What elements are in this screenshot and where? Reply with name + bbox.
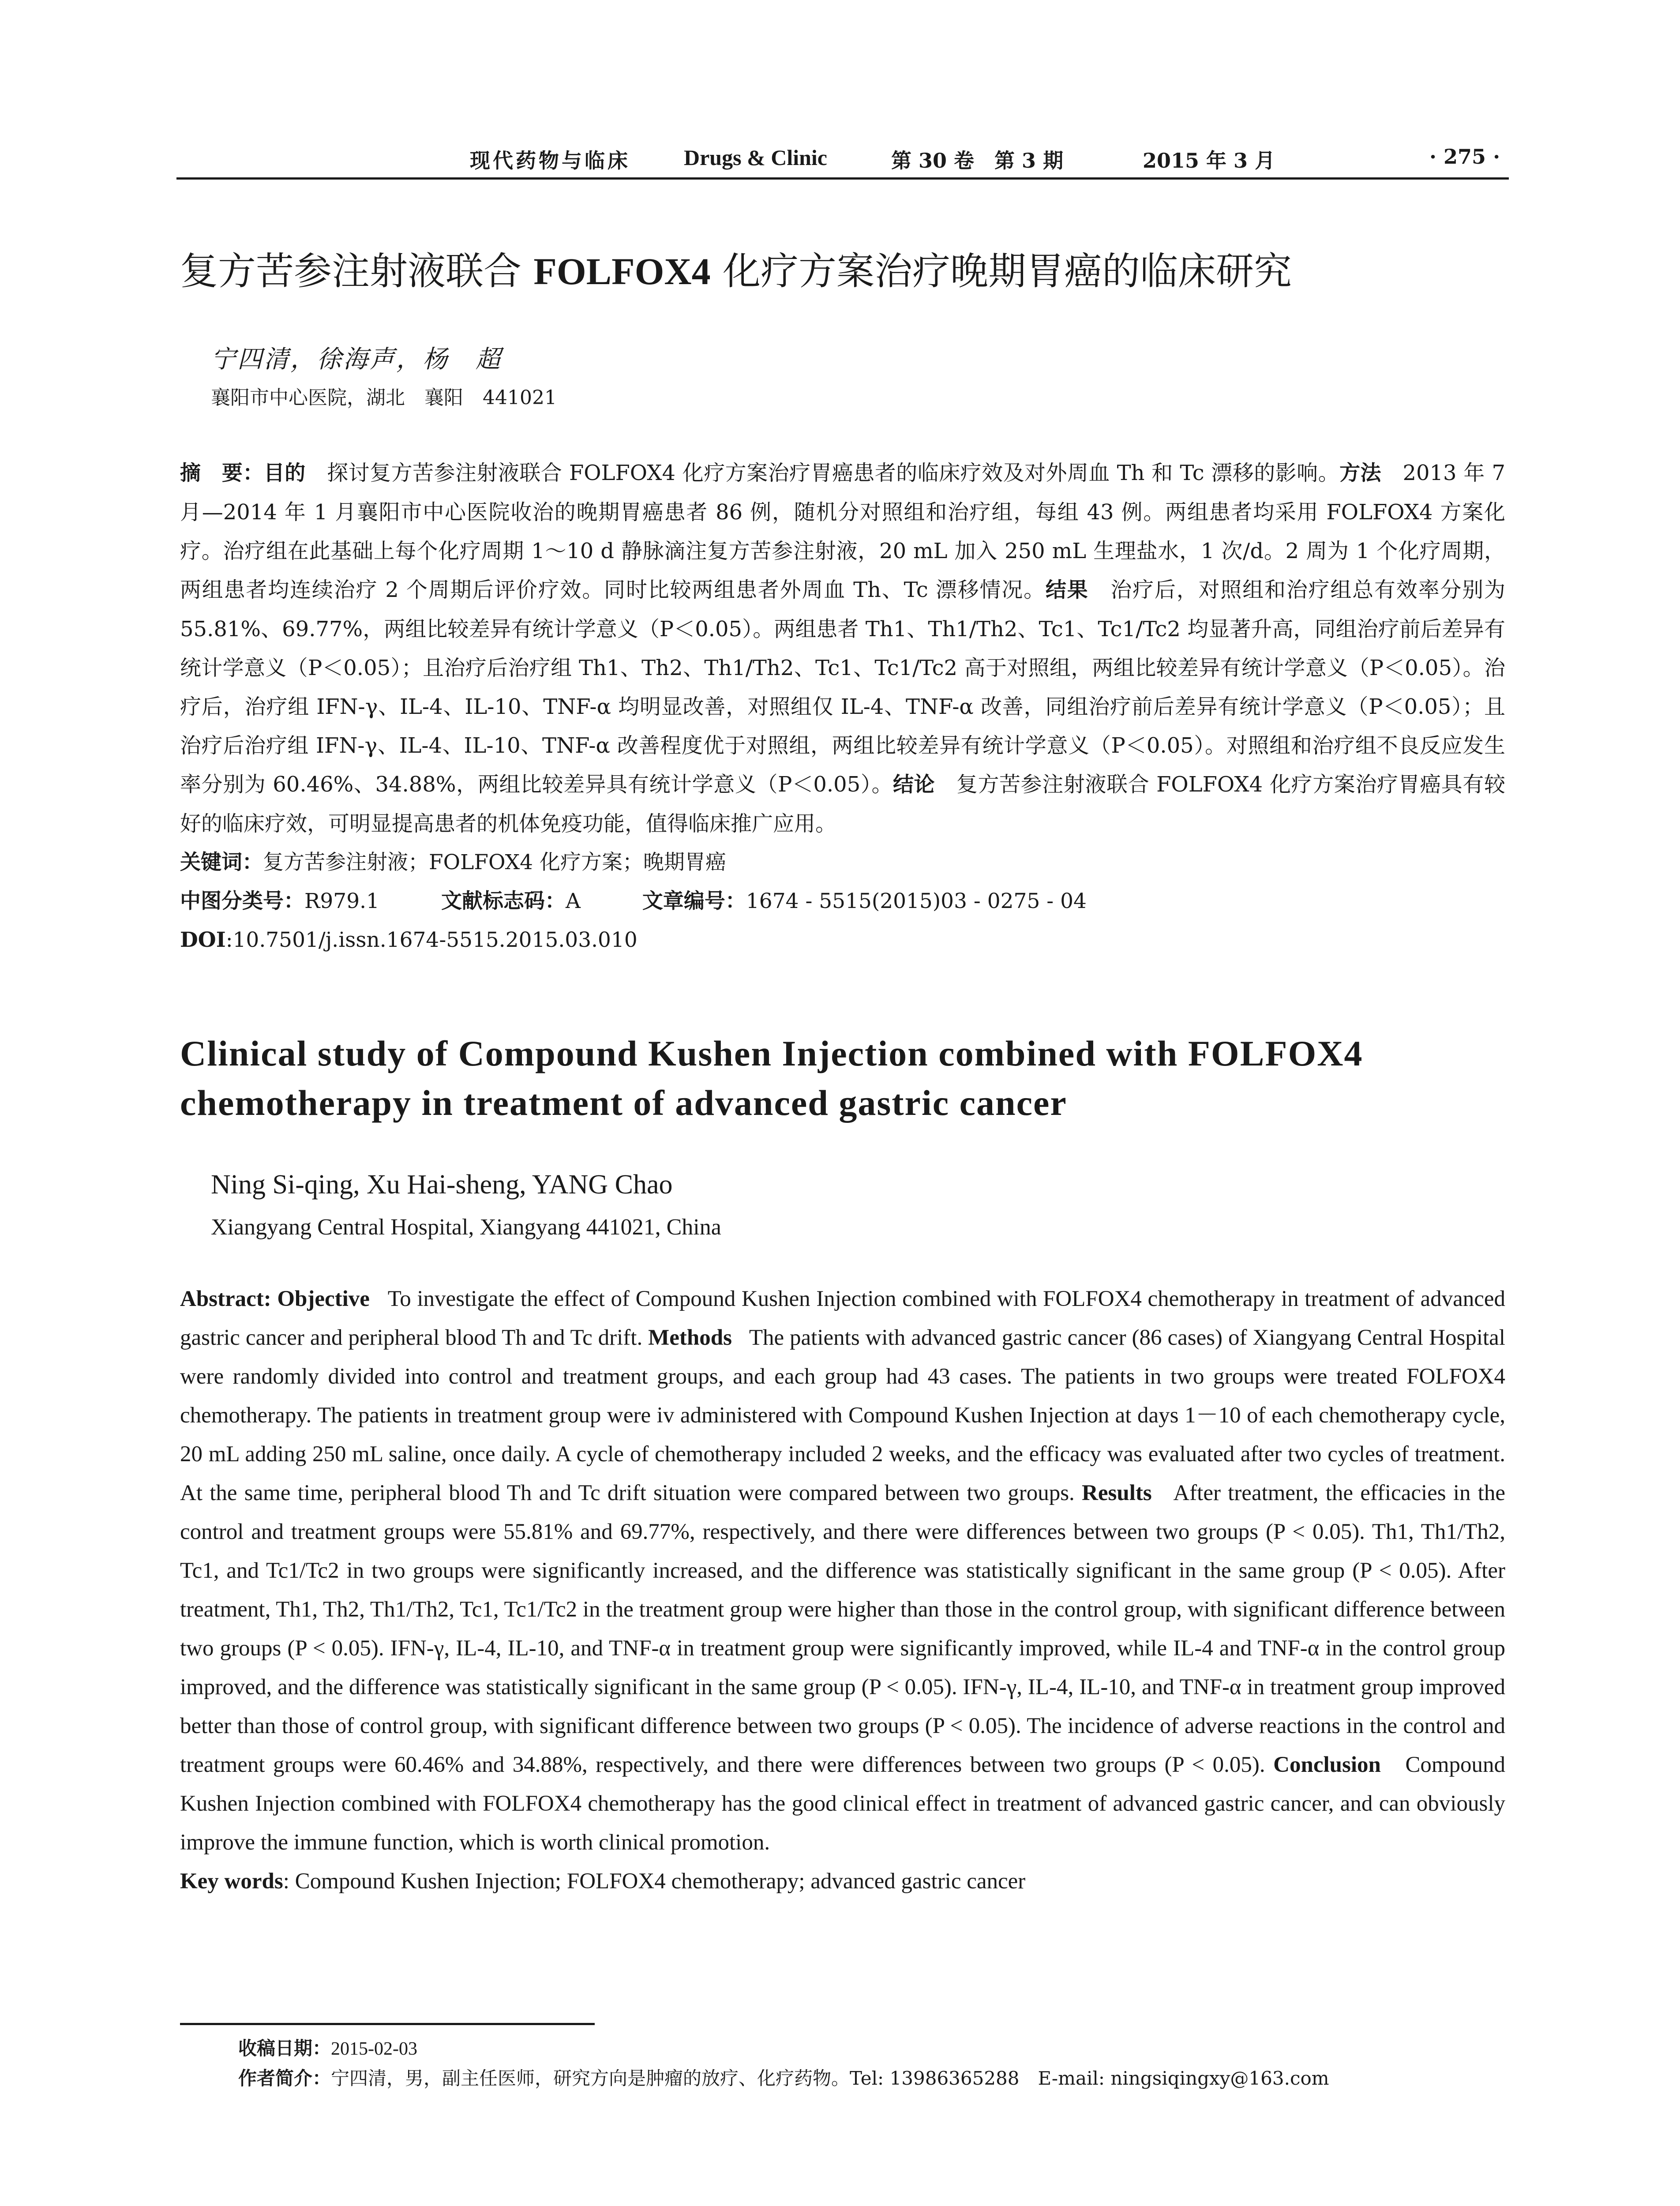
- classification-line: 中图分类号：R979.1 文献标志码：A 文章编号：1674 - 5515(2015)03 - 0275 - 04: [180, 889, 1087, 913]
- footnote-author-bio: 作者简介：宁四清，男，副主任医师，研究方向是肿瘤的放疗、化疗药物。Tel: 13986365288 E-mail: ningsiqingxy@163.com: [238, 2067, 1329, 2089]
- abstract-cn-body: 摘 要：目的 探讨复方苦参注射液联合 FOLFOX4 化疗方案治疗胃癌患者的临床疗效及对外周血 Th 和 Tc 漂移的影响。方法 2013 年 7 月—2014 年 1 月襄阳市中心医院收治的晚期胃癌患者 86 例，随机分对照组和治疗组，每组 43 例。两组患者均采用 FOLFOX4 方案化疗。治疗组在此基础上每个化疗周期 1～10 d 静脉滴注复方苦参注射液，20 mL 加入 250 mL 生理盐水，1 次/d。2 周为 1 个化疗周期，两组患者均连续治疗 2 个周期后评价疗效。同时比较两组患者外周血 Th、Tc 漂移情况。结果 治疗后，对照组和治疗组总有效率分别为 55.81%、69.77%，两组比较差异有统计学意义（P＜0.05）。两组患者 Th1、Th1/Th2、Tc1、Tc1/Tc2 均显著升高，同组治疗前后差异有统计学意义（P＜0.05）；且治疗后治疗组 Th1、Th2、Th1/Th2、Tc1、Tc1/Tc2 高于对照组，两组比较差异有统计学意义（P＜0.05）。治疗后，治疗组 IFN-γ、IL-4、IL-10、TNF-α 均明显改善，对照组仅 IL-4、TNF-α 改善，同组治疗前后差异有统计学意义（P＜0.05）；且治疗后治疗组 IFN-γ、IL-4、IL-10、TNF-α 改善程度优于对照组，两组比较差异有统计学意义（P＜0.05）。对照组和治疗组不良反应发生率分别为 60.46%、34.88%，两组比较差异具有统计学意义（P＜0.05）。结论 复方苦参注射液联合 FOLFOX4 化疗方案治疗胃癌具有较好的临床疗效，可明显提高患者的机体免疫功能，值得临床推广应用。: [180, 461, 1506, 836]
- abstract-cn: [180, 454, 1505, 960]
- footnote-divider: [180, 2023, 595, 2025]
- journal-name-en: Drugs & Clinic: [684, 145, 827, 170]
- abstract-en: [180, 1279, 1505, 1901]
- authors-cn: 宁四清，徐海声，杨 超: [211, 345, 502, 374]
- affiliation-en: Xiangyang Central Hospital, Xiangyang 441021, China: [211, 1215, 721, 1240]
- article-title-en: Clinical study of Compound Kushen Injection combined with FOLFOX4 chemotherapy in treatment of advanced gastric cancer: [180, 1033, 1363, 1123]
- page-number: · 275 ·: [1429, 145, 1500, 169]
- article-title-cn: 复方苦参注射液联合 FOLFOX4 化疗方案治疗晚期胃癌的临床研究: [180, 249, 1292, 293]
- affiliation-cn: 襄阳市中心医院，湖北 襄阳 441021: [211, 386, 557, 409]
- footnote-received: 收稿日期：2015-02-03: [238, 2037, 417, 2059]
- keywords-cn: 关键词：复方苦参注射液；FOLFOX4 化疗方案；晚期胃癌: [180, 850, 726, 874]
- volume-issue: 第 30 卷 第 3 期: [891, 149, 1064, 173]
- doi-line: DOI:10.7501/j.issn.1674-5515.2015.03.010: [180, 928, 638, 952]
- abstract-en-body: Abstract: Objective To investigate the effect of Compound Kushen Injection combined with FOLFOX4 chemotherapy in treatment of advanced gastric cancer and peripheral blood Th and Tc drift. Methods The patients with advanced gastric cancer (86 cases) of Xiangyang Central Hospital were randomly divided into control and treatment groups, and each group had 43 cases. The patients in two groups were treated FOLFOX4 chemotherapy. The patients in treatment group were iv administered with Compound Kushen Injection at days 1－10 of each chemotherapy cycle, 20 mL adding 250 mL saline, once daily. A cycle of chemotherapy included 2 weeks, and the efficacy was evaluated after two cycles of treatment. At the same time, peripheral blood Th and Tc drift situation were compared between two groups. Results After treatment, the efficacies in the control and treatment groups were 55.81% and 69.77%, respectively, and there were differences between two groups (P < 0.05). Th1, Th1/Th2, Tc1, and Tc1/Tc2 in two groups were significantly increased, and the difference was statistically significant in the same group (P < 0.05). After treatment, Th1, Th2, Th1/Th2, Tc1, Tc1/Tc2 in the treatment group were higher than those in the control group, with significant difference between two groups (P < 0.05). IFN-γ, IL-4, IL-10, and TNF-α in treatment group were significantly improved, while IL-4 and TNF-α in the control group improved, and the difference was statistically significant in the same group (P < 0.05). IFN-γ, IL-4, IL-10, and TNF-α in treatment group improved better than those of control group, with significant difference between two groups (P < 0.05). The incidence of adverse reactions in the control and treatment groups were 60.46% and 34.88%, respectively, and there were differences between two groups (P < 0.05). Conclusion Compound Kushen Injection combined with FOLFOX4 chemotherapy has the good clinical effect in treatment of advanced gastric cancer, and can obviously improve the immune function, which is worth clinical promotion.: [180, 1287, 1506, 1855]
- authors-en: Ning Si-qing, Xu Hai-sheng, YANG Chao: [211, 1170, 673, 1200]
- journal-name-cn: 现代药物与临床: [470, 149, 630, 173]
- running-header: [176, 142, 1509, 180]
- issue-date: 2015 年 3 月: [1143, 149, 1275, 173]
- doi-link[interactable]: :10.7501/j.issn.1674-5515.2015.03.010: [225, 928, 638, 952]
- keywords-en: Key words: Compound Kushen Injection; FOLFOX4 chemotherapy; advanced gastric cancer: [180, 1869, 1026, 1894]
